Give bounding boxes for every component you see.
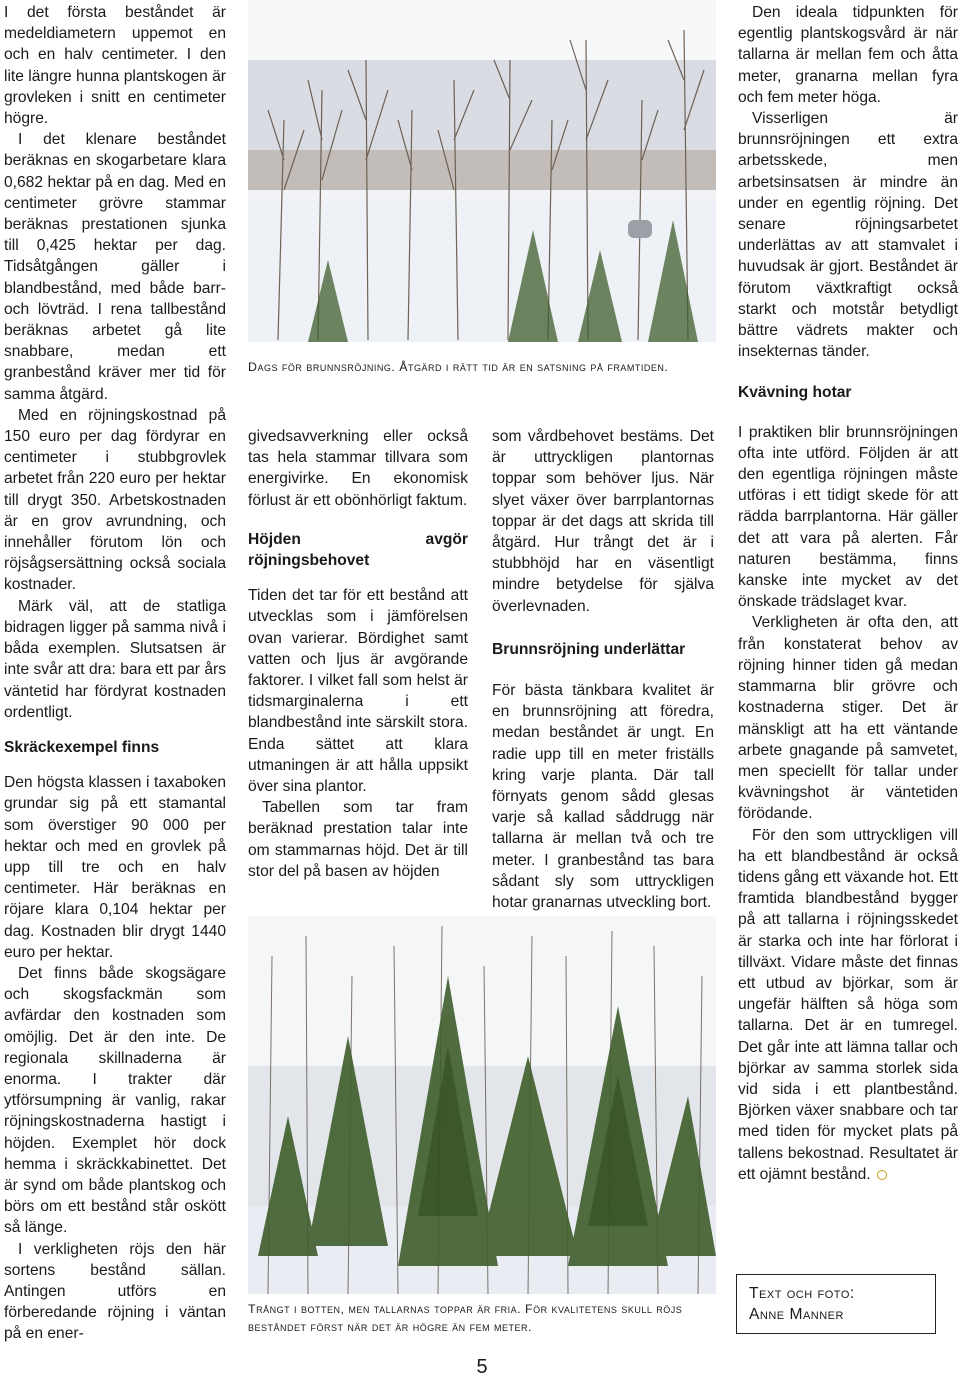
paragraph: Tiden det tar för ett bestånd att utvecklas som i jämförelsen ovan varierar. Bördighet samt vatten och ljus är avgörande faktorer. I vilket fall som helst är tidsmarginalerna i ett blandbestånd inte särskilt stora. Enda sättet att klara utmaningen är att hålla uppsikt över sina plantor. (248, 587, 468, 796)
article-column-3 (492, 426, 714, 913)
article-column-4 (738, 2, 958, 1185)
paragraph: I det första beståndet är medeldiametern uppemot en och en halv centimeter. I den lite längre hunna plantskogen är grovleken i snitt en centimeter högre. (4, 4, 226, 128)
paragraph: Den högsta klassen i taxaboken grundar sig på ett stamantal som överstiger 90 000 per hektar och med en grovlek på upp till tre och en halv centimeter. Här beräknas en röjare klara 0,104 hektar per dag. Kostnaden blir drygt 1440 euro per hektar. (4, 774, 226, 961)
end-of-article-icon (877, 1170, 887, 1180)
article-column-1 (4, 2, 226, 1345)
paragraph: I det klenare beståndet beräknas en skogarbetare klara 0,682 hektar på en dag. Med en centimeter grövre stammar beräknas prestationen sjunka till 0,425 hektar per dag. Tidsåtgången gäller i blandbestånd, med både barr- och lövträd. I rena tallbestånd beräknas arbetet gå lite snabbare, medan ett granbestånd kräver mer tid för samma åtgärd. (4, 131, 226, 403)
credit-author: Anne Manner (749, 1306, 844, 1323)
paragraph (738, 825, 958, 1185)
paragraph: Tabellen som tar fram beräknad prestation talar inte om stammarnas höjd. Det är till stor del på basen av höjden (248, 799, 468, 880)
page-number: 5 (476, 1356, 488, 1378)
section-heading: Höjden avgör röjningsbehovet (248, 530, 468, 570)
paragraph: För bästa tänkbara kvalitet är en brunnsröjning att föredra, medan beståndet är ungt. En radie upp till en meter friställs kring varje planta. Där tall förnyats genom sådd glesas varje så kallad såddrugg när tallarna är mellan två och tre meter. I granbestånd tas bara sådant sly som uttryckligen hotar granarnas utveckling bort. (492, 682, 714, 912)
photo-caption-bottom: Trångt i botten, men tallarnas toppar är fria. För kvalitetens skull röjs beståndet först när det är högre än fem meter. (248, 1302, 683, 1334)
paragraph: I verkligheten röjs den här sortens bestånd sällan. Antingen utförs en förberedande röjning i väntan på en ener- (4, 1240, 226, 1343)
section-heading: Kvävning hotar (738, 384, 852, 402)
paragraph: givedsavverkning eller också tas hela stammar tillvara som energivirke. En ekonomisk förlust är ett obönhörligt faktum. (248, 428, 468, 509)
forest-photo-illustration (248, 0, 716, 342)
paragraph: Det finns både skogsägare och skogsfackmän som avfärdar den kostnaden som omöjlig. Det är den inte. De regionala skillnaderna är enorma. I trakter där ytförsumpning är vanlig, rakar röjningskostnaderna hastigt i höjden. Exemplet hör dock hemma i skräckkabinettet. Det är synd om både plantskog och börs om ett bestånd står oskött så länge. (4, 964, 226, 1237)
photo-pine-saplings (248, 916, 716, 1294)
paragraph: Märk väl, att de statliga bidragen ligger på samma nivå i båda exemplen. Slutsatsen är inte svår att dra: bara ett par års väntetid har fördyrat kostnaden ordentligt. (4, 597, 226, 721)
author-credit-box (736, 1274, 936, 1334)
photo-young-forest-winter (248, 0, 716, 342)
paragraph: Den ideala tidpunkten för egentlig plantskogsvård är när tallarna är mellan fem och åtta meter, granarna mellan fyra och fem meter höga. (738, 4, 958, 106)
paragraph: Med en röjningskostnad på 150 euro per dag fördyrar en centimeter i stubbgrovlek arbetet från 220 euro per hektar till drygt 350. Arbetskostnaden är en grov avrundning, och innehåller förutom lön och röjsågsersättning också sociala kostnader. (4, 406, 226, 594)
paragraph: Verkligheten är ofta den, att från konstaterat behov av röjning hinner tiden gå medan stammarna blir grövre och kostnaderna stiger. Det är mänskligt att ha ett väntande arbete gnagande på samvetet, men speciellt för tallar under kvävningshot är väntetiden förödande. (738, 614, 958, 823)
photo-caption-top: Dags för brunnsröjning. Åtgärd i rätt tid är en satsning på framtiden. (248, 360, 669, 374)
section-heading: Skräckexempel finns (4, 738, 160, 756)
pine-photo-illustration (248, 916, 716, 1294)
article-column-2 (248, 426, 468, 882)
paragraph: Visserligen är brunnsröjningen ett extra arbetsskede, men arbetsinsatsen är mindre än under en egentlig röjning. Det senare röjningsarbetet underlättas av att stamvalet i huvudsak är gjort. Beståndet är förutom växtkraftigt också starkt och motstår betydligt bättre vädrets makter och insekternas tänder. (738, 110, 958, 361)
credit-label: Text och foto: (749, 1285, 855, 1302)
paragraph: I praktiken blir brunnsröjningen ofta inte utförd. Följden är att den egentliga röjningen måste utföras i ett tidigt skede för att rädda barrplantorna. Här gäller det att vara på alerten. Får naturen bestämma, finns kanske inte mycket av det önskade trädslaget kvar. (738, 423, 958, 611)
paragraph-text: För den som uttryckligen vill ha ett blandbestånd är också tidens gång ett växande hot. Ett framtida blandbestånd bygger på att tallarna i röjningsskedet är starka och inte har förlorat i tillväxt. Vidare måste det finnas ett utbud av björkar, som är ungefär hälften så höga som tallarna. Det är en tumregel. Det går inte att lämna tallar och björkar av samma storlek sida vid sida i ett plantbestånd. Björken växer snabbare och tar med tiden för mycket plats på tallens bekostnad. Resultatet är ett ojämnt bestånd. (738, 826, 958, 1183)
section-heading: Brunnsröjning underlättar (492, 640, 686, 658)
paragraph: som vårdbehovet bestäms. Det är uttryckligen plantornas toppar som behöver ljus. När slyet växer över barrplantornas toppar är det dags att skrida till åtgärd. Hur trångt det är i stubbhöjd har en väsentligt mindre betydelse för själva överlevnaden. (492, 428, 714, 615)
